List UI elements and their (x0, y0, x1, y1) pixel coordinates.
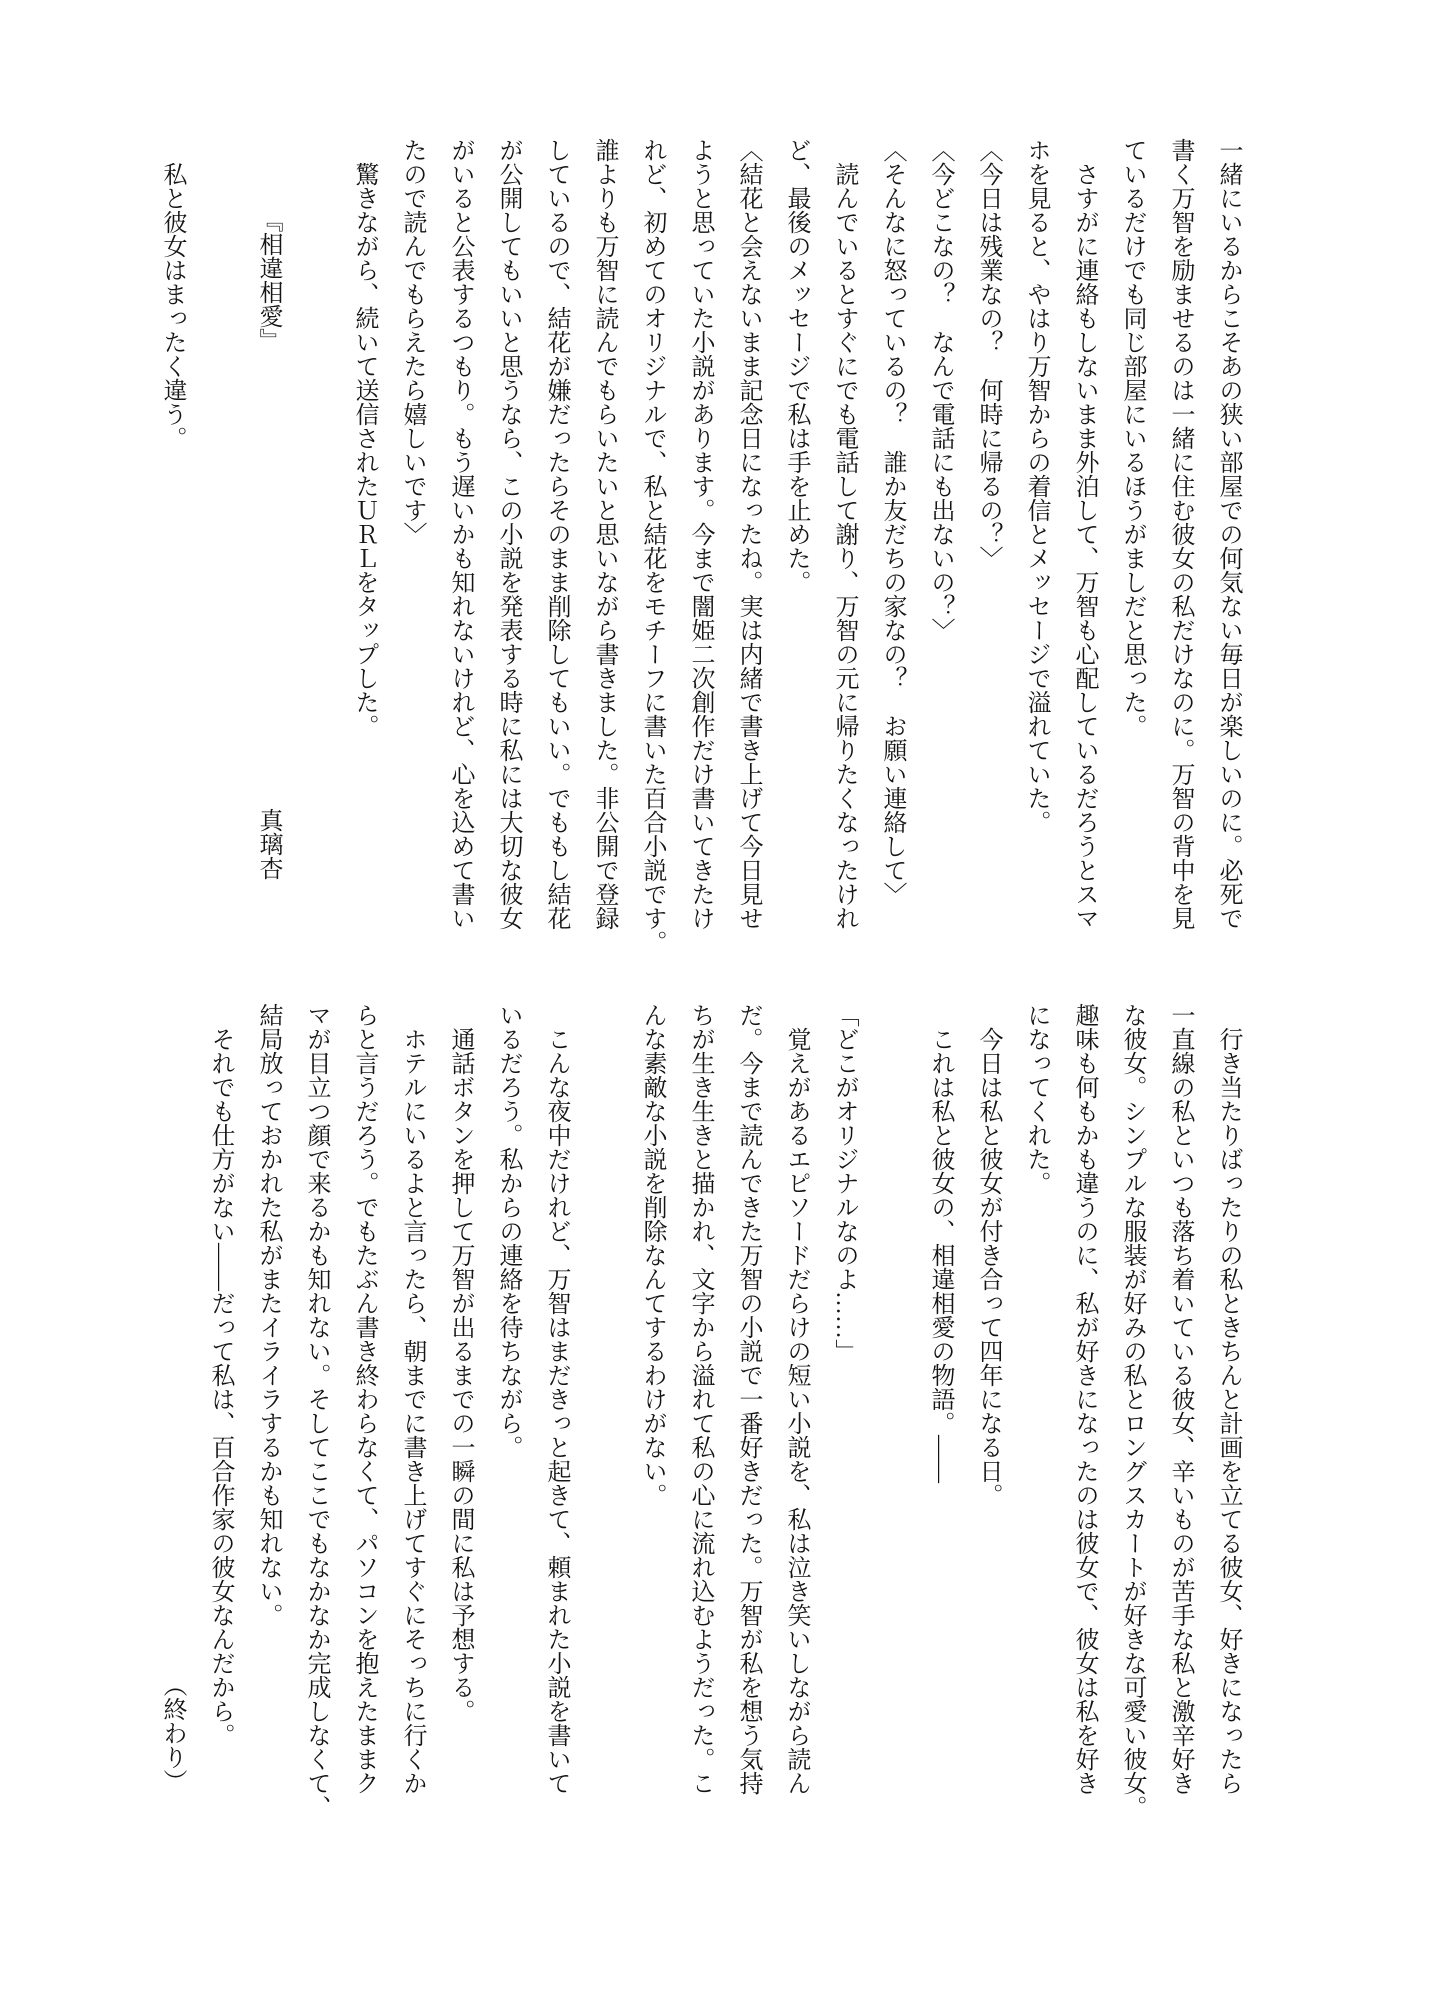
text-column: 結局放っておかれた私がまたイライラするかも知れない。 (255, 1003, 281, 1627)
text-column: ようと思っていた小説があります。今まで闇姫二次創作だけ書いてきたけ (687, 138, 713, 930)
text-column: れど、初めてのオリジナルで、私と結花をモチーフに書いた百合小説です。 (639, 138, 665, 954)
text-column: ているだけでも同じ部屋にいるほうがましだと思った。 (1119, 138, 1145, 738)
text-column: これは私と彼女の、相違相愛の物語。―― (927, 1003, 953, 1483)
text-column: 通話ボタンを押して万智が出るまでの一瞬の間に私は予想する。 (447, 1003, 473, 1723)
text-column: さすがに連絡もしないまま外泊して、万智も心配しているだろうとスマ (1071, 138, 1097, 930)
text-column: ホを見ると、やはり万智からの着信とメッセージで溢れていた。 (1023, 138, 1049, 834)
text-column: が公開してもいいと思うなら、この小説を発表する時に私には大切な彼女 (495, 138, 521, 930)
title-column (244, 138, 292, 958)
text-column: それでも仕方がない――だって私は、百合作家の彼女なんだから。 (207, 1003, 233, 1747)
text-column: ちが生き生きと描かれ、文字から溢れて私の心に流れ込むようだった。こ (687, 1003, 713, 1795)
text-column: こんな夜中だけれど、万智はまだきっと起きて、頼まれた小説を書いて (543, 1003, 569, 1795)
text-column: 今日は私と彼女が付き合って四年になる日。 (975, 1003, 1001, 1507)
text-column: 誰よりも万智に読んでもらいたいと思いながら書きました。非公開で登録 (591, 138, 617, 930)
top-text-block (148, 138, 1252, 958)
text-column: 書く万智を励ませるのは一緒に住む彼女の私だけなのに。万智の背中を見 (1167, 138, 1193, 930)
blank-column (868, 1003, 916, 1823)
text-column: 一緒にいるからこそあの狭い部屋での何気ない毎日が楽しいのに。必死で (1215, 138, 1241, 930)
text-column: マが目立つ顔で来るかも知れない。そしてここでもなかなか完成しなくて、 (303, 1003, 329, 1819)
text-column: 覚えがあるエピソードだらけの短い小説を、私は泣き笑いしながら読ん (783, 1003, 809, 1795)
bottom-text-block (148, 1003, 1252, 1823)
text-column: 〈今日は残業なの？ 何時に帰るの？〉 (975, 138, 1001, 570)
novel-title: 『相違相愛』 (255, 208, 281, 352)
text-column: いるだろう。私からの連絡を待ちながら。 (495, 1003, 521, 1459)
text-column: な彼女。シンプルな服装が好みの私とロングスカートが好きな可愛い彼女。 (1119, 1003, 1145, 1819)
text-column: らと言うだろう。でもたぶん書き終わらなくて、パソコンを抱えたままク (351, 1003, 377, 1795)
text-column: 読んでいるとすぐにでも電話して謝り、万智の元に帰りたくなったけれ (831, 138, 857, 930)
end-marker: （終わり） (159, 1673, 185, 1793)
text-column: 驚きながら、続いて送信されたＵＲＬをタップした。 (351, 138, 377, 738)
text-column: 〈そんなに怒っているの？ 誰か友だちの家なの？ お願い連絡して〉 (879, 138, 905, 906)
text-column: ホテルにいるよと言ったら、朝までに書き上げてすぐにそっちに行くか (399, 1003, 425, 1795)
text-column: たので読んでもらえたら嬉しいです〉 (399, 138, 425, 546)
text-column: になってくれた。 (1023, 1003, 1049, 1195)
text-column: だ。今まで読んできた万智の小説で一番好きだった。万智が私を想う気持 (735, 1003, 761, 1795)
text-column: がいると公表するつもり。もう遅いかも知れないけれど、心を込めて書い (447, 138, 473, 930)
text-column: ど、最後のメッセージで私は手を止めた。 (783, 138, 809, 594)
text-column: しているので、結花が嫌だったらそのまま削除してもいい。でももし結花 (543, 138, 569, 930)
novel-author: 真璃杏 (255, 808, 281, 880)
text-column: 〈今どこなの？ なんで電話にも出ないの？〉 (927, 138, 953, 642)
text-column: 趣味も何もかも違うのに、私が好きになったのは彼女で、彼女は私を好き (1071, 1003, 1097, 1795)
text-column: 行き当たりばったりの私ときちんと計画を立てる彼女、好きになったら (1215, 1003, 1241, 1795)
text-column: 私と彼女はまったく違う。 (159, 138, 185, 450)
blank-column (292, 138, 340, 958)
text-column: 一直線の私といつも落ち着いている彼女、辛いものが苦手な私と激辛好き (1167, 1003, 1193, 1795)
blank-column (196, 138, 244, 958)
end-column (148, 1003, 196, 1823)
text-column: 「どこがオリジナルなのよ……」 (831, 1003, 857, 1363)
blank-column (580, 1003, 628, 1823)
text-column: んな素敵な小説を削除なんてするわけがない。 (639, 1003, 665, 1507)
text-column: 〈結花と会えないまま記念日になったね。実は内緒で書き上げて今日見せ (735, 138, 761, 930)
